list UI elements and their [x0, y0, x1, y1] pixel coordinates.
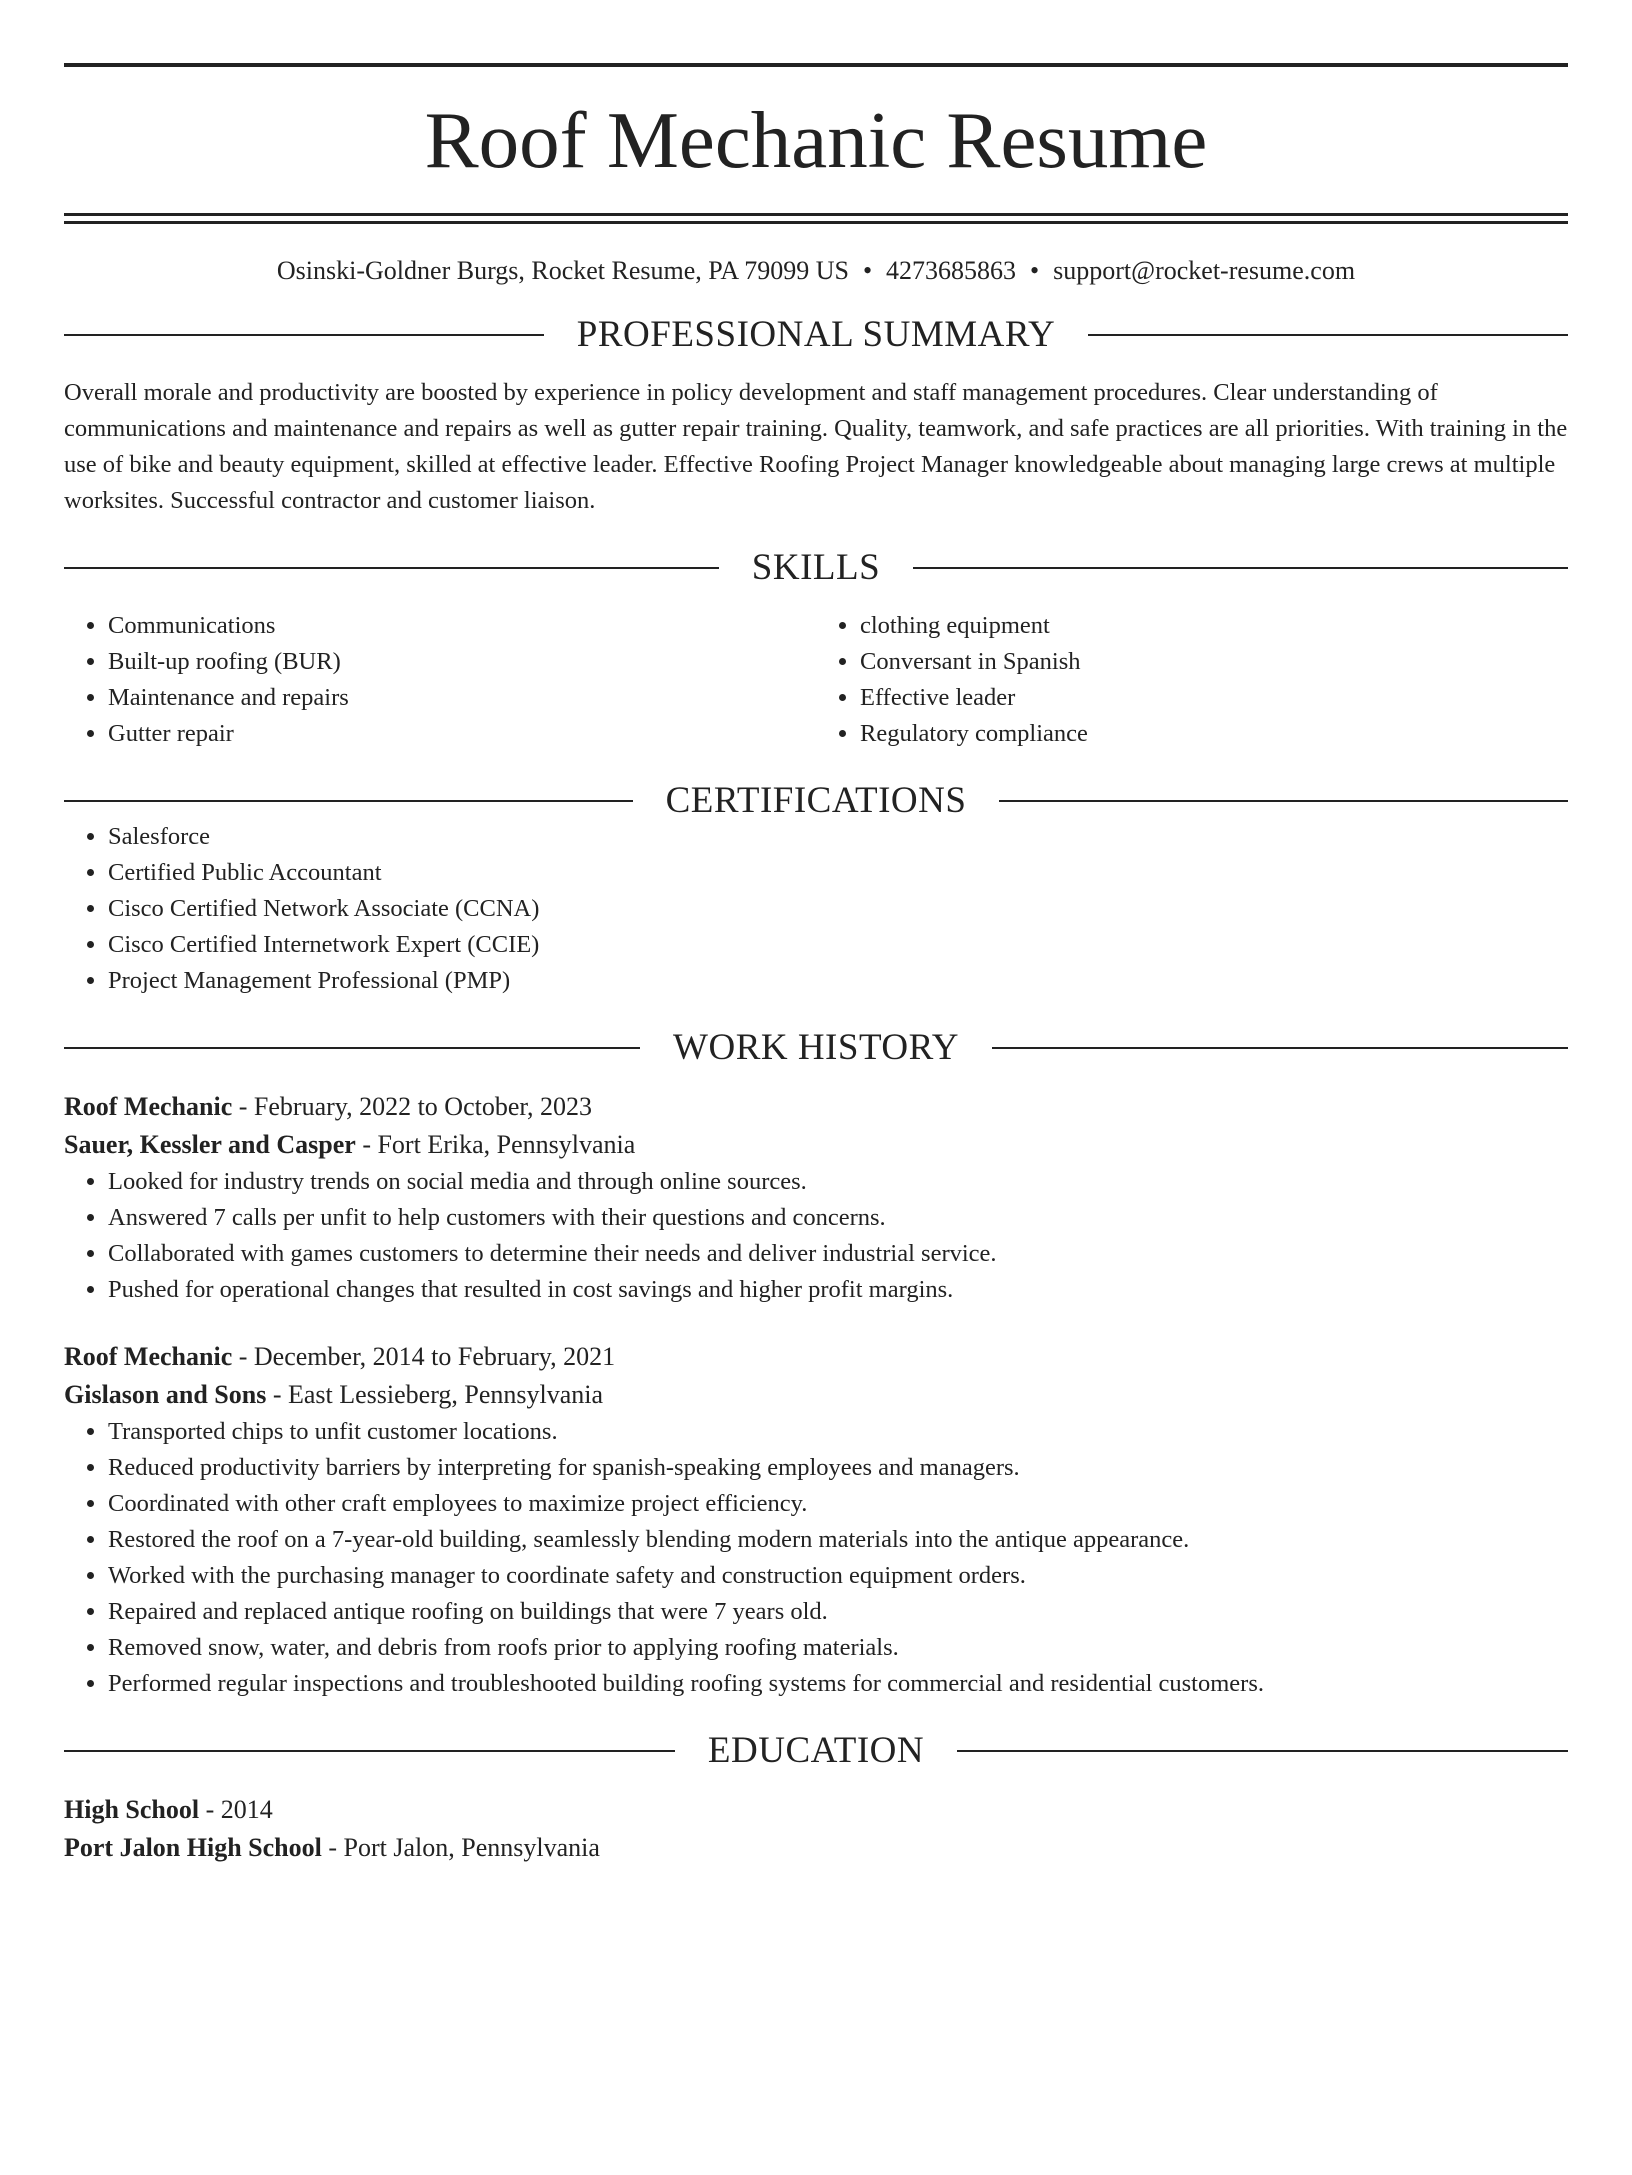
job-duty-item: • Collaborated with games customers to determine their needs and deliver industrial service. [108, 1236, 1568, 1272]
education-year: - 2014 [199, 1795, 273, 1824]
section-title-skills: SKILLS [751, 547, 881, 588]
job-title-line [64, 1088, 1568, 1126]
contact-email: support@rocket-resume.com [1053, 256, 1356, 285]
education-school: Port Jalon High School [64, 1833, 322, 1862]
education-degree-line [64, 1791, 1568, 1829]
skill-item: • Conversant in Spanish [860, 644, 1568, 680]
section-rule [992, 1047, 1568, 1049]
section-rule [64, 1750, 675, 1752]
section-rule [64, 334, 544, 336]
job-title: Roof Mechanic [64, 1092, 233, 1121]
header-double-rule [64, 213, 1568, 224]
section-header-summary [64, 316, 1568, 353]
job-location: - Fort Erika, Pennsylvania [355, 1130, 636, 1159]
section-rule [999, 800, 1568, 802]
section-header-work [64, 1029, 1568, 1066]
skill-item: • Gutter repair [108, 716, 816, 752]
job-company: Gislason and Sons [64, 1380, 267, 1409]
certifications-list [64, 819, 1568, 999]
certification-item: • Salesforce [108, 819, 1568, 855]
skill-item: • Communications [108, 608, 816, 644]
skill-item: • Maintenance and repairs [108, 680, 816, 716]
summary-paragraph: Overall morale and productivity are boosted by experience in policy development and staff management procedures. Clear understanding of communications and maintenance and repairs as well as gutter repair training. Quality, teamwork, and safe practices are all priorities. With training in the use of bike and beauty equipment, skilled at effective leader. Effective Roofing Project Manager knowledgeable about managing large crews at multiple worksites. Successful contractor and customer liaison. [64, 379, 1568, 514]
resume-page [0, 63, 1632, 2175]
skill-item: • Regulatory compliance [860, 716, 1568, 752]
job-duty-item: • Worked with the purchasing manager to coordinate safety and construction equipment orders. [108, 1558, 1568, 1594]
job-entry [64, 1088, 1568, 1308]
section-title-work: WORK HISTORY [673, 1027, 959, 1068]
section-header-education [64, 1732, 1568, 1769]
section-rule [64, 1047, 640, 1049]
certification-item: • Cisco Certified Internetwork Expert (CCIE) [108, 927, 1568, 963]
job-location: - East Lessieberg, Pennsylvania [266, 1380, 604, 1409]
section-rule [1088, 334, 1568, 336]
job-title-line [64, 1338, 1568, 1376]
job-duty-item: • Restored the roof on a 7-year-old building, seamlessly blending modern materials into the antique appearance. [108, 1522, 1568, 1558]
section-rule [913, 567, 1568, 569]
skills-column-right [816, 608, 1568, 752]
job-duty-item: • Coordinated with other craft employees to maximize project efficiency. [108, 1486, 1568, 1522]
section-rule [64, 567, 719, 569]
job-duties-list [64, 1414, 1568, 1702]
job-duty-item: • Answered 7 calls per unfit to help customers with their questions and concerns. [108, 1200, 1568, 1236]
education-location: - Port Jalon, Pennsylvania [321, 1833, 600, 1862]
job-duty-item: • Removed snow, water, and debris from roofs prior to applying roofing materials. [108, 1630, 1568, 1666]
job-dates: - December, 2014 to February, 2021 [232, 1342, 616, 1371]
skill-item: • clothing equipment [860, 608, 1568, 644]
contact-address: Osinski-Goldner Burgs, Rocket Resume, PA 79099 US [276, 256, 849, 285]
section-rule [957, 1750, 1568, 1752]
job-duty-item: • Repaired and replaced antique roofing on buildings that were 7 years old. [108, 1594, 1568, 1630]
contact-line [64, 258, 1568, 284]
job-duty-item: • Transported chips to unfit customer locations. [108, 1414, 1568, 1450]
job-duty-item: • Performed regular inspections and troubleshooted building roofing systems for commercial and residential customers. [108, 1666, 1568, 1702]
section-title-education: EDUCATION [707, 1730, 925, 1771]
section-header-skills [64, 549, 1568, 586]
skill-item: • Built-up roofing (BUR) [108, 644, 816, 680]
contact-separator: • [1030, 256, 1040, 285]
certification-item: • Cisco Certified Network Associate (CCNA) [108, 891, 1568, 927]
education-entry [64, 1791, 1568, 1867]
job-duty-item: • Looked for industry trends on social media and through online sources. [108, 1164, 1568, 1200]
job-duty-item: • Pushed for operational changes that resulted in cost savings and higher profit margins. [108, 1272, 1568, 1308]
job-company: Sauer, Kessler and Casper [64, 1130, 356, 1159]
job-entry [64, 1338, 1568, 1702]
resume-title: Roof Mechanic Resume [424, 95, 1208, 185]
contact-phone: 4273685863 [886, 256, 1017, 285]
education-degree: High School [64, 1795, 200, 1824]
skills-list [64, 608, 1568, 752]
section-title-certifications: CERTIFICATIONS [665, 780, 967, 821]
job-company-line [64, 1376, 1568, 1414]
education-school-line [64, 1829, 1568, 1867]
contact-separator: • [862, 256, 873, 285]
section-title-summary: PROFESSIONAL SUMMARY [576, 314, 1056, 355]
job-duty-item: • Reduced productivity barriers by interpreting for spanish-speaking employees and managers. [108, 1450, 1568, 1486]
certification-item: • Project Management Professional (PMP) [108, 963, 1568, 999]
skill-item: • Effective leader [860, 680, 1568, 716]
skills-column-left [64, 608, 816, 752]
job-company-line [64, 1126, 1568, 1164]
job-dates: - February, 2022 to October, 2023 [232, 1092, 592, 1121]
job-title: Roof Mechanic [64, 1342, 233, 1371]
section-header-certifications [64, 782, 1568, 819]
job-duties-list [64, 1164, 1568, 1308]
certification-item: • Certified Public Accountant [108, 855, 1568, 891]
section-rule [64, 800, 633, 802]
